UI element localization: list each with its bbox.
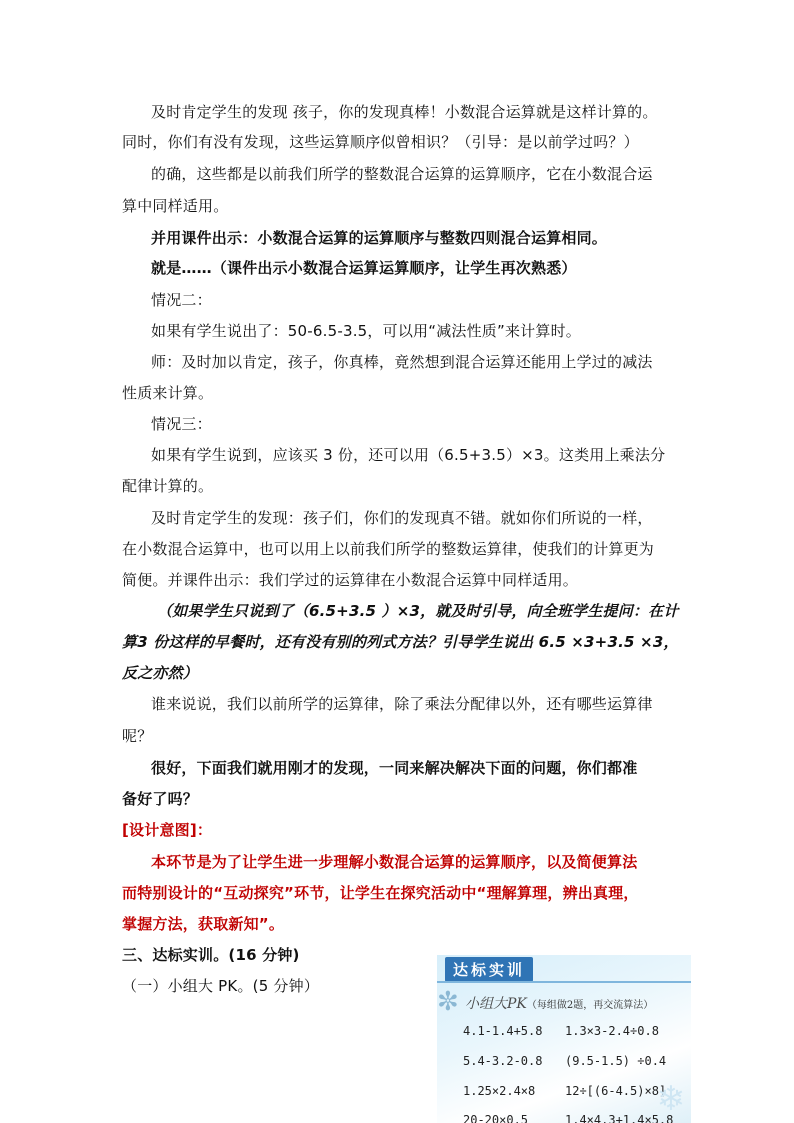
snowflake-decoration-icon: ❄ bbox=[656, 1079, 685, 1119]
heading-case-three: 情况三： bbox=[151, 415, 212, 433]
design-intent-line-1: 本环节是为了让学生进一步理解小数混合运算的运算顺序，以及简便算法 bbox=[151, 853, 638, 871]
paragraph-line-15: 在小数混合运算中，也可以用上以前我们所学的整数运算律，使我们的计算更为 bbox=[122, 540, 655, 558]
paragraph-line-13: 配律计算的。 bbox=[122, 477, 214, 495]
bold-line-courseware: 并用课件出示：小数混合运算的运算顺序与整数四则混合运算相同。 bbox=[151, 229, 608, 247]
slide-title: 达标实训 bbox=[445, 957, 533, 982]
design-intent-heading: [设计意图]： bbox=[122, 821, 213, 839]
paragraph-line-20: 谁来说说，我们以前所学的运算律，除了乘法分配律以外，还有哪些运算律 bbox=[151, 695, 653, 713]
expression-2: 1.3×3-2.4÷0.8 bbox=[565, 1024, 659, 1038]
expression-7: 20-20×0.5 bbox=[463, 1113, 529, 1123]
expression-8: 1.4×4.3+1.4×5.8 bbox=[565, 1113, 674, 1123]
paragraph-line-14: 及时肯定学生的发现：孩子们，你们的发现真不错。就如你们所说的一样， bbox=[151, 509, 653, 527]
bold-line-ready-1: 很好，下面我们就用刚才的发现，一同来解决解决下面的问题，你们都准 bbox=[151, 759, 638, 777]
slide-subtitle-note: （每组做2题，再交流算法） bbox=[526, 1000, 654, 1011]
snowflake-icon: ✼ bbox=[437, 987, 459, 1017]
paragraph-line-21: 呢？ bbox=[122, 727, 153, 745]
paragraph-line-10: 性质来计算。 bbox=[122, 384, 214, 402]
paragraph-line-16: 简便。并课件出示：我们学过的运算律在小数混合运算中同样适用。 bbox=[122, 571, 579, 589]
design-intent-line-2: 而特别设计的“互动探究”环节，让学生在探究活动中“理解算理，辨出真理， bbox=[122, 884, 639, 902]
expression-6: 12÷[(6-4.5)×8] bbox=[565, 1084, 667, 1098]
courseware-slide-image bbox=[437, 955, 691, 1123]
paragraph-line-8: 如果有学生说出了：50-6.5-3.5，可以用“减法性质”来计算时。 bbox=[151, 322, 581, 340]
expression-3: 5.4-3.2-0.8 bbox=[463, 1054, 543, 1068]
design-intent-line-3: 掌握方法，获取新知”。 bbox=[122, 915, 285, 933]
paragraph-line-4: 算中同样适用。 bbox=[122, 197, 229, 215]
paragraph-line-12: 如果有学生说到，应该买 3 份，还可以用（6.5+3.5）×3。这类用上乘法分 bbox=[151, 446, 666, 464]
expression-4: (9.5-1.5) ÷0.4 bbox=[565, 1054, 667, 1068]
italic-note-line-2: 算3 份这样的早餐时，还有没有别的列式方法？引导学生说出 6.5 ×3+3.5 ×3， bbox=[122, 633, 679, 651]
section-heading-three: 三、达标实训。(16 分钟) bbox=[122, 946, 300, 964]
expression-5: 1.25×2.4×8 bbox=[463, 1084, 536, 1098]
paragraph-line-9: 师：及时加以肯定，孩子，你真棒，竟然想到混合运算还能用上学过的减法 bbox=[151, 353, 653, 371]
paragraph-line-3: 的确，这些都是以前我们所学的整数混合运算的运算顺序，它在小数混合运 bbox=[151, 165, 653, 183]
slide-subtitle bbox=[465, 993, 653, 1013]
expression-1: 4.1-1.4+5.8 bbox=[463, 1024, 543, 1038]
subsection-heading-group-pk: （一）小组大 PK。(5 分钟） bbox=[122, 977, 320, 995]
paragraph-line-1: 及时肯定学生的发现 孩子，你的发现真棒！小数混合运算就是这样计算的。 bbox=[151, 103, 658, 121]
bold-line-ready-2: 备好了吗？ bbox=[122, 790, 199, 808]
bold-line-order: 就是……（课件出示小数混合运算运算顺序，让学生再次熟悉） bbox=[151, 259, 577, 277]
italic-note-line-1: （如果学生只说到了（6.5+3.5 ）×3，就及时引导，向全班学生提问：在计 bbox=[157, 602, 679, 620]
italic-note-line-3: 反之亦然） bbox=[122, 664, 199, 682]
slide-subtitle-text: 小组大PK bbox=[465, 996, 527, 1012]
heading-case-two: 情况二： bbox=[151, 291, 212, 309]
paragraph-line-2: 同时，你们有没有发现，这些运算顺序似曾相识？（引导：是以前学过吗？） bbox=[122, 133, 639, 151]
